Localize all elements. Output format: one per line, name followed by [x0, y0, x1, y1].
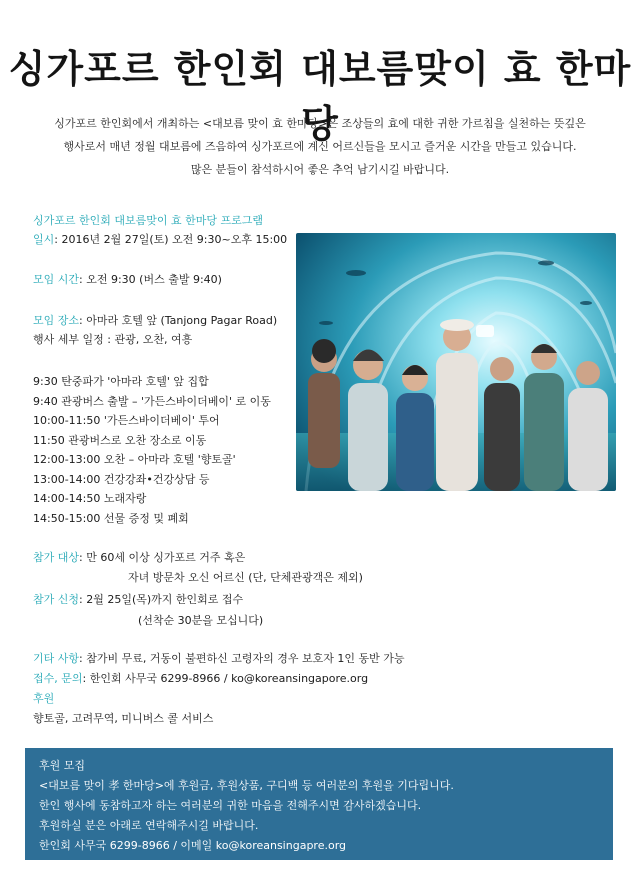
- schedule-item: 10:00-11:50 '가든스바이더베이' 투어: [33, 414, 220, 427]
- intro-paragraph: [30, 112, 610, 181]
- contact: [33, 671, 368, 687]
- gather-place-label: 모임 장소: [33, 314, 80, 327]
- schedule-item: 14:00-14:50 노래자랑: [33, 492, 147, 505]
- schedule-item: 12:00-13:00 오찬 – 아마라 호텔 '향토골': [33, 453, 236, 466]
- gather-time: [33, 272, 222, 288]
- schedule-list: [33, 372, 271, 528]
- intro-line: 많은 분들이 참석하시어 좋은 추억 남기시길 바랍니다.: [190, 163, 450, 176]
- gather-time-label: 모임 시간: [33, 273, 80, 286]
- support-label: 후원: [33, 692, 55, 705]
- intro-line: 싱가포르 한인회에서 개최하는 <대보름 맞이 효 한마당>은 조상들의 효에 대한 귀한 가르침을 실천하는 뜻깊은: [54, 117, 586, 130]
- etc-label: 기타 사항: [33, 652, 80, 665]
- page-title: 싱가포르 한인회 대보름맞이 효 한마당: [8, 47, 632, 146]
- schedule-item: 9:40 관광버스 출발 – '가든스바이더베이' 로 이동: [33, 394, 271, 408]
- sponsor-box: [25, 748, 613, 860]
- apply-label: 참가 신청: [33, 593, 80, 606]
- sponsor-line: 한인회 사무국 6299-8966 / 이메일 ko@koreansingapre.org: [39, 839, 347, 852]
- sponsor-line: 후원하실 분은 아래로 연락해주시길 바랍니다.: [39, 819, 259, 832]
- event-date-value: : 2016년 2월 27일(토) 오전 9:30~오후 15:00: [54, 233, 288, 246]
- apply: [33, 592, 243, 608]
- etc: [33, 651, 404, 667]
- gather-place: [33, 313, 277, 329]
- etc-value: : 참가비 무료, 거동이 불편하신 고령자의 경우 보호자 1인 동반 가능: [79, 652, 405, 665]
- sponsor-line: 후원 모집: [39, 759, 86, 772]
- schedule-item: 11:50 관광버스로 오찬 장소로 이동: [33, 433, 207, 447]
- detail-schedule-line: 행사 세부 일정 : 관광, 오찬, 여흥: [33, 333, 193, 346]
- schedule-item: 14:50-15:00 선물 증정 및 폐회: [33, 511, 189, 525]
- schedule-item: 9:30 탄중파가 '아마라 호텔' 앞 집합: [33, 375, 209, 388]
- aquarium-photo: [296, 233, 616, 491]
- target-value: : 만 60세 이상 싱가포르 거주 혹은: [79, 551, 246, 564]
- sponsor-line: <대보름 맞이 孝 한마당>에 후원금, 후원상품, 구디백 등 여러분의 후원을 기다립니다.: [39, 779, 454, 792]
- sponsor-line: 한인 행사에 동참하고자 하는 여러분의 귀한 마음을 전해주시면 감사하겠습니다.: [39, 799, 422, 812]
- event-date: [33, 232, 287, 248]
- contact-value: : 한인회 사무국 6299-8966 / ko@koreansingapore.org: [82, 672, 369, 685]
- target-label: 참가 대상: [33, 551, 80, 564]
- apply-value: : 2월 25일(목)까지 한인회로 접수: [79, 593, 244, 606]
- schedule-item: 13:00-14:00 건강강좌•건강상담 등: [33, 472, 210, 486]
- contact-label: 접수, 문의: [33, 672, 83, 685]
- event-date-label: 일시: [33, 233, 55, 246]
- gather-place-value: : 아마라 호텔 앞 (Tanjong Pagar Road): [79, 314, 278, 327]
- apply-value-2: (선착순 30분을 모십니다): [138, 614, 264, 627]
- target-value-2: 자녀 방문차 오신 어르신 (단, 단체관광객은 제외): [128, 571, 363, 584]
- program-heading: 싱가포르 한인회 대보름맞이 효 한마당 프로그램: [33, 214, 264, 227]
- gather-time-value: : 오전 9:30 (버스 출발 9:40): [79, 273, 222, 286]
- support-value: 향토골, 고려무역, 미니버스 콜 서비스: [33, 712, 214, 725]
- intro-line: 행사로서 매년 정월 대보름에 즈음하여 싱가포르에 계신 어르신들을 모시고 즐거운 시간을 만들고 있습니다.: [63, 140, 577, 153]
- target: [33, 550, 245, 566]
